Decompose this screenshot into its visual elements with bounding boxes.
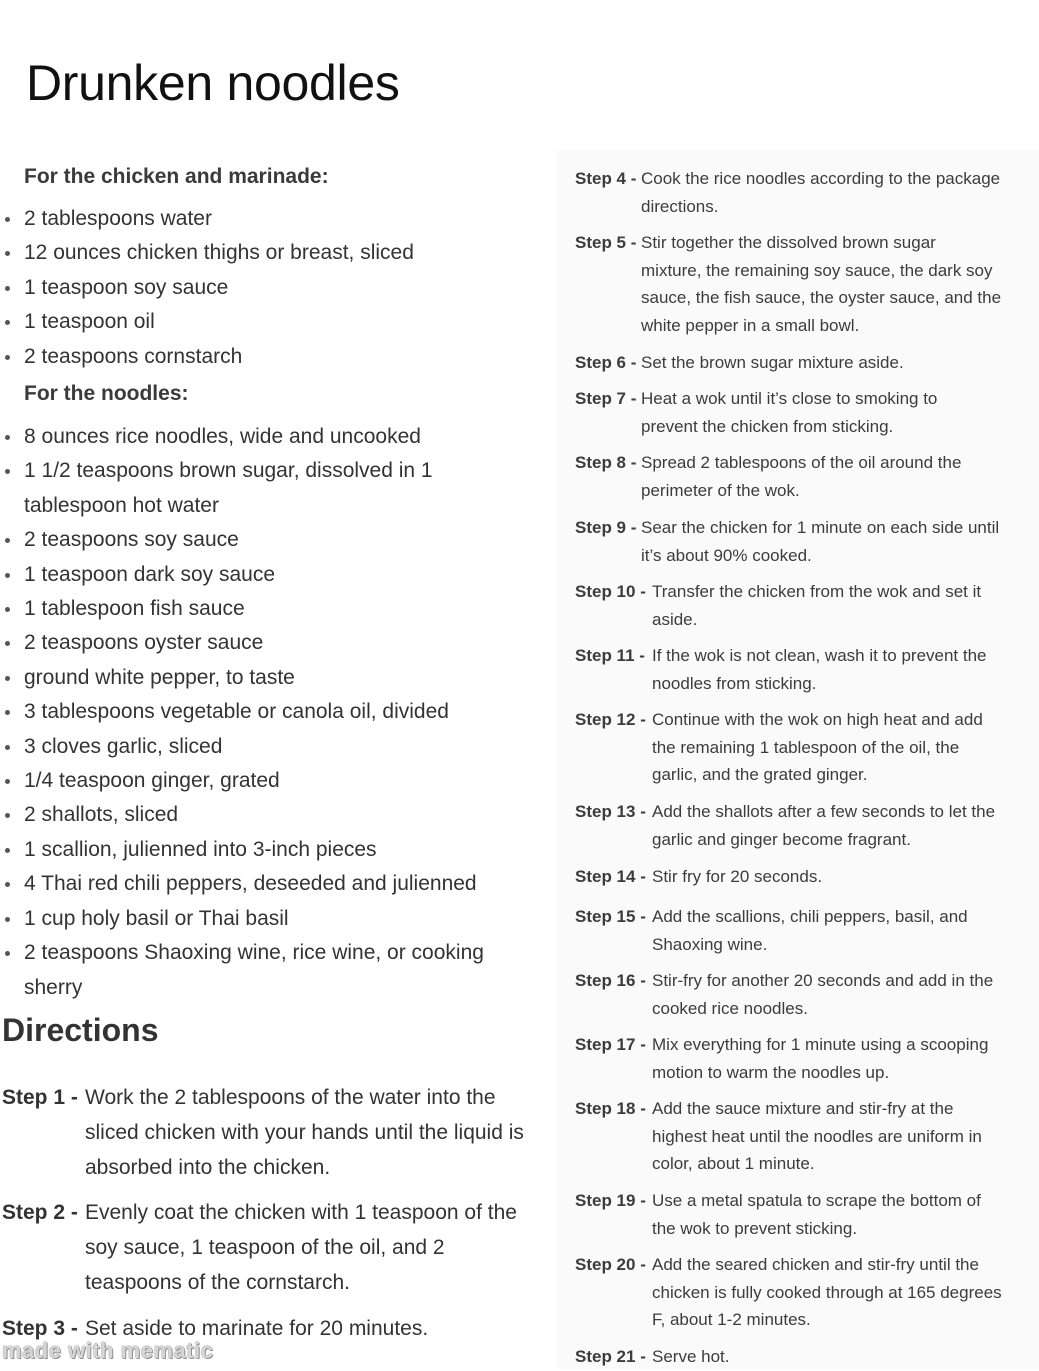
ingredient-item: 8 ounces rice noodles, wide and uncooked: [24, 420, 544, 455]
ingredient-item: ground white pepper, to taste: [24, 661, 544, 696]
direction-step: [575, 706, 1035, 789]
step-label: Step 13 -: [575, 802, 646, 821]
step-text-line: white pepper in a small bowl.: [641, 315, 860, 335]
step-text-line: Cook the rice noodles according to the package: [641, 169, 1001, 188]
step-text-line: it’s about 90% cooked.: [641, 545, 812, 565]
step-text: [652, 642, 987, 697]
ingredient-item: 4 Thai red chili peppers, deseeded and julienned: [24, 867, 544, 902]
ingredient-item: [24, 454, 544, 523]
step-text: [652, 798, 995, 853]
step-text-line: Set aside to marinate for 20 minutes.: [85, 1317, 429, 1340]
direction-step: [575, 165, 1035, 220]
direction-step: [575, 903, 1035, 958]
ingredient-line: sherry: [24, 975, 83, 999]
step-text: [85, 1311, 550, 1346]
step-text-line: sliced chicken with your hands until the liquid is: [85, 1121, 524, 1144]
step-text-line: Stir fry for 20 seconds.: [652, 867, 823, 886]
ingredient-item: 2 teaspoons soy sauce: [24, 523, 544, 558]
step-text-line: Spread 2 tablespoons of the oil around the: [641, 453, 962, 472]
step-text-line: chicken is fully cooked through at 165 degrees: [652, 1282, 1002, 1302]
step-label: Step 6 -: [575, 353, 637, 372]
step-text-line: sauce, the fish sauce, the oyster sauce, and the: [641, 288, 1002, 307]
step-text-line: Work the 2 tablespoons of the water into the: [85, 1086, 496, 1109]
direction-step: [2, 1311, 554, 1346]
step-text-line: color, about 1 minute.: [652, 1154, 815, 1173]
step-text: [652, 967, 993, 1022]
ingredient-item: 1 teaspoon soy sauce: [24, 271, 544, 306]
step-label: Step 11 -: [575, 646, 645, 665]
step-text-line: mixture, the remaining soy sauce, the dark soy: [641, 260, 993, 280]
direction-step: [575, 863, 1035, 891]
step-label: Step 20 -: [575, 1255, 646, 1274]
step-text: [652, 1095, 982, 1178]
step-text: [641, 449, 961, 504]
directions-heading: Directions: [2, 1012, 159, 1048]
step-text: [652, 1031, 988, 1086]
step-text-line: aside.: [652, 609, 698, 629]
step-text-line: Heat a wok until it’s close to smoking to: [641, 389, 938, 408]
step-text-line: Add the scallions, chili peppers, basil, and: [652, 907, 968, 926]
mematic-watermark: made with mematic: [2, 1338, 214, 1363]
step-text-line: Shaoxing wine.: [652, 934, 768, 954]
directions-right-column: [556, 150, 1039, 1369]
ingredient-item: 12 ounces chicken thighs or breast, sliced: [24, 236, 544, 271]
step-text-line: directions.: [641, 196, 719, 216]
step-label: Step 14 -: [575, 867, 646, 886]
step-text-line: If the wok is not clean, wash it to prevent the: [652, 646, 987, 665]
step-label: Step 2 -: [2, 1201, 78, 1224]
direction-step: [575, 349, 1035, 377]
direction-step: [575, 1187, 1035, 1242]
step-text-line: Stir together the dissolved brown sugar: [641, 233, 936, 252]
step-text-line: Stir-fry for another 20 seconds and add in the: [652, 971, 994, 990]
direction-step: [575, 1095, 1035, 1178]
step-label: Step 8 -: [575, 453, 637, 472]
chicken-marinade-heading: For the chicken and marinade:: [24, 165, 329, 188]
step-label: Step 4 -: [575, 169, 637, 188]
step-text-line: garlic and ginger become fragrant.: [652, 829, 911, 849]
step-text-line: cooked rice noodles.: [652, 998, 808, 1018]
step-text-line: Transfer the chicken from the wok and set it: [652, 582, 982, 601]
step-label: Step 19 -: [575, 1191, 646, 1210]
step-text-line: the remaining 1 tablespoon of the oil, the: [652, 737, 960, 757]
direction-step: [575, 1343, 1035, 1371]
step-label: Step 5 -: [575, 233, 637, 252]
direction-step: [575, 967, 1035, 1022]
step-text-line: Use a metal spatula to scrape the bottom of: [652, 1191, 981, 1210]
step-text-line: Add the shallots after a few seconds to let the: [652, 802, 996, 821]
step-text-line: perimeter of the wok.: [641, 480, 800, 500]
ingredient-item: 1 cup holy basil or Thai basil: [24, 902, 544, 937]
step-text-line: F, about 1-2 minutes.: [652, 1310, 811, 1329]
step-label: Step 9 -: [575, 518, 637, 537]
step-text-line: the wok to prevent sticking.: [652, 1218, 858, 1238]
ingredient-item: 1 teaspoon dark soy sauce: [24, 558, 544, 593]
ingredient-item: 1 scallion, julienned into 3-inch pieces: [24, 833, 544, 868]
step-text-line: motion to warm the noodles up.: [652, 1062, 890, 1082]
step-text-line: teaspoons of the cornstarch.: [85, 1271, 350, 1294]
direction-step: [575, 798, 1035, 853]
step-text-line: Mix everything for 1 minute using a scooping: [652, 1035, 989, 1054]
ingredient-line: 1 1/2 teaspoons brown sugar, dissolved in 1: [24, 459, 433, 483]
step-text: [641, 165, 1000, 220]
step-label: Step 17 -: [575, 1035, 646, 1054]
direction-step: [2, 1080, 554, 1185]
step-text-line: absorbed into the chicken.: [85, 1156, 331, 1179]
recipe-title: Drunken noodles: [26, 55, 400, 111]
step-text: [652, 903, 968, 958]
step-text: [652, 1187, 981, 1242]
step-text-line: garlic, and the grated ginger.: [652, 765, 868, 784]
ingredient-item: [24, 936, 544, 1005]
step-text: [652, 578, 981, 633]
ingredient-item: 2 shallots, sliced: [24, 798, 544, 833]
ingredient-item: 2 tablespoons water: [24, 202, 544, 237]
step-label: Step 12 -: [575, 710, 646, 729]
noodles-heading: For the noodles:: [24, 382, 189, 405]
step-text-line: Serve hot.: [652, 1347, 730, 1366]
step-text-line: Add the seared chicken and stir-fry until the: [652, 1255, 979, 1274]
ingredient-item: 3 tablespoons vegetable or canola oil, divided: [24, 695, 544, 730]
step-text: [652, 1343, 730, 1371]
ingredient-item: 3 cloves garlic, sliced: [24, 730, 544, 765]
ingredient-item: 2 teaspoons oyster sauce: [24, 626, 544, 661]
step-text: [652, 1251, 1002, 1334]
step-text-line: Add the sauce mixture and stir-fry at the: [652, 1099, 954, 1118]
step-text-line: Set the brown sugar mixture aside.: [641, 353, 904, 372]
step-label: Step 10 -: [575, 582, 646, 601]
step-label: Step 1 -: [2, 1086, 78, 1109]
step-text: [652, 863, 822, 891]
direction-step: [575, 1031, 1035, 1086]
ingredient-line: 2 teaspoons Shaoxing wine, rice wine, or cooking: [24, 941, 484, 964]
step-text-line: Sear the chicken for 1 minute on each side until: [641, 518, 1000, 537]
step-text-line: highest heat until the noodles are uniform in: [652, 1126, 982, 1146]
direction-step: [575, 449, 1035, 504]
step-text-line: prevent the chicken from sticking.: [641, 416, 894, 436]
step-text: [641, 385, 937, 440]
ingredient-item: 1/4 teaspoon ginger, grated: [24, 764, 544, 799]
ingredient-line: tablespoon hot water: [24, 493, 219, 517]
direction-step: [575, 514, 1035, 569]
step-text-line: soy sauce, 1 teaspoon of the oil, and 2: [85, 1236, 445, 1259]
step-text: [85, 1195, 550, 1300]
direction-step: [575, 385, 1035, 440]
step-label: Step 15 -: [575, 907, 646, 926]
step-text-line: Continue with the wok on high heat and add: [652, 710, 983, 729]
direction-step: [575, 1251, 1035, 1334]
step-text: [85, 1080, 550, 1185]
step-text-line: Evenly coat the chicken with 1 teaspoon of the: [85, 1201, 517, 1224]
direction-step: [2, 1195, 554, 1300]
step-text: [641, 514, 999, 569]
ingredient-item: 2 teaspoons cornstarch: [24, 340, 544, 375]
direction-step: [575, 229, 1035, 339]
direction-step: [575, 642, 1035, 697]
step-text-line: noodles from sticking.: [652, 673, 817, 693]
ingredient-item: 1 teaspoon oil: [24, 305, 544, 340]
step-label: Step 7 -: [575, 389, 637, 408]
step-label: Step 3 -: [2, 1317, 78, 1340]
step-text: [641, 349, 904, 377]
ingredient-item: 1 tablespoon fish sauce: [24, 592, 544, 627]
step-label: Step 18 -: [575, 1099, 646, 1118]
step-text: [641, 229, 1001, 339]
step-label: Step 21 -: [575, 1347, 646, 1366]
direction-step: [575, 578, 1035, 633]
step-label: Step 16 -: [575, 971, 646, 990]
step-text: [652, 706, 983, 789]
